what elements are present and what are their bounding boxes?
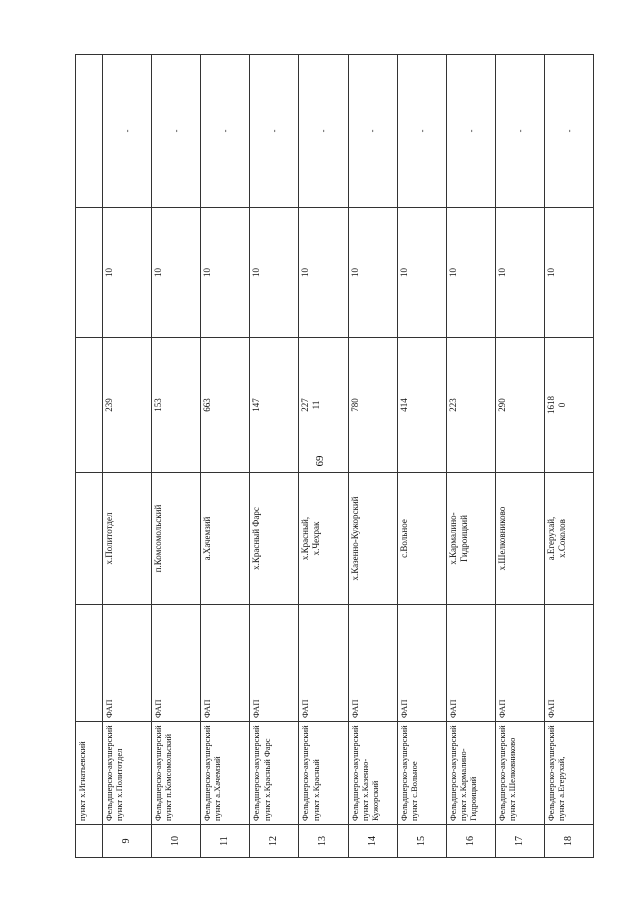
- cell-distance: 10: [152, 208, 201, 338]
- cell-location: х.Политотдел: [103, 473, 152, 605]
- cell-population: 663: [201, 338, 250, 473]
- cell-name: Фельдшерско-акушерский пункт х.Красный: [299, 722, 348, 825]
- cell-distance: 10: [397, 208, 446, 338]
- cell-num: [76, 825, 103, 858]
- cell-distance: 10: [446, 208, 495, 338]
- cell-location: х.Красный, х.Чехрак: [299, 473, 348, 605]
- cell-num: 12: [250, 825, 299, 858]
- table-row: [495, 55, 544, 858]
- cell-extra: -: [348, 55, 397, 208]
- cell-distance: 10: [495, 208, 544, 338]
- cell-location: п.Комсомольский: [152, 473, 201, 605]
- cell-name: Фельдшерско-акушерский пункт с.Вольное: [397, 722, 446, 825]
- cell-population: 227 11: [299, 338, 348, 473]
- page-number: 69: [314, 455, 326, 467]
- cell-location: а.Егерухай, х.Соколов: [544, 473, 593, 605]
- cell-extra: -: [544, 55, 593, 208]
- cell-population: 239: [103, 338, 152, 473]
- cell-name: Фельдшерско-акушерский пункт а.Хачемзий: [201, 722, 250, 825]
- cell-location: х.Шелковниково: [495, 473, 544, 605]
- cell-num: 14: [348, 825, 397, 858]
- cell-type: ФАП: [397, 605, 446, 722]
- cell-type: ФАП: [201, 605, 250, 722]
- cell-extra: -: [299, 55, 348, 208]
- cell-extra: -: [397, 55, 446, 208]
- cell-type: ФАП: [152, 605, 201, 722]
- cell-type: ФАП: [250, 605, 299, 722]
- cell-distance: 10: [348, 208, 397, 338]
- table-row: [201, 55, 250, 858]
- table-row: [544, 55, 593, 858]
- cell-name: Фельдшерско-акушерский пункт х.Красный Фарс: [250, 722, 299, 825]
- cell-type: ФАП: [495, 605, 544, 722]
- cell-name: Фельдшерско-акушерский пункт х.Казенно-Кужорский: [348, 722, 397, 825]
- cell-distance: 10: [103, 208, 152, 338]
- cell-name: Фельдшерско-акушерский пункт х.Шелковниково: [495, 722, 544, 825]
- cell-extra: -: [201, 55, 250, 208]
- table-row: [446, 55, 495, 858]
- cell-num: 11: [201, 825, 250, 858]
- facility-table: [75, 54, 594, 858]
- cell-population: 1618 0: [544, 338, 593, 473]
- cell-type: ФАП: [348, 605, 397, 722]
- cell-population: 223: [446, 338, 495, 473]
- cell-num: 17: [495, 825, 544, 858]
- cell-name: пункт х.Игнатьевский: [76, 722, 103, 825]
- cell-type: ФАП: [103, 605, 152, 722]
- cell-type: ФАП: [299, 605, 348, 722]
- cell-name: Фельдшерско-акушерский пункт а.Егерухай,: [544, 722, 593, 825]
- cell-num: 15: [397, 825, 446, 858]
- table-row: [397, 55, 446, 858]
- cell-location: а.Хачемзий: [201, 473, 250, 605]
- cell-population: 153: [152, 338, 201, 473]
- cell-num: 18: [544, 825, 593, 858]
- cell-extra: -: [446, 55, 495, 208]
- cell-population: 780: [348, 338, 397, 473]
- table-row: [299, 55, 348, 858]
- cell-num: 16: [446, 825, 495, 858]
- cell-name: Фельдшерско-акушерский пункт х.Кармалино-Гидроицкий: [446, 722, 495, 825]
- table-row: [348, 55, 397, 858]
- table-wrapper: [75, 55, 594, 858]
- cell-extra: -: [250, 55, 299, 208]
- cell-distance: 10: [544, 208, 593, 338]
- table-row-continuation: [76, 55, 103, 858]
- cell-distance: 10: [201, 208, 250, 338]
- cell-name: Фельдшерско-акушерский пункт х.Политотдел: [103, 722, 152, 825]
- cell-population: 414: [397, 338, 446, 473]
- cell-distance: 10: [250, 208, 299, 338]
- table-row: [250, 55, 299, 858]
- cell-distance: 10: [299, 208, 348, 338]
- cell-location: х.Казенно-Кужорский: [348, 473, 397, 605]
- cell-location: х.Красный Фарс: [250, 473, 299, 605]
- cell-population: 147: [250, 338, 299, 473]
- cell-location: с.Вольное: [397, 473, 446, 605]
- cell-extra: -: [103, 55, 152, 208]
- cell-type: ФАП: [446, 605, 495, 722]
- cell-num: 13: [299, 825, 348, 858]
- cell-extra: -: [495, 55, 544, 208]
- cell-num: 9: [103, 825, 152, 858]
- cell-extra: -: [152, 55, 201, 208]
- table-row: [103, 55, 152, 858]
- cell-population: 290: [495, 338, 544, 473]
- table-row: [152, 55, 201, 858]
- cell-name: Фельдшерско-акушерский пункт п.Комсомольский: [152, 722, 201, 825]
- cell-location: х.Кармалино- Гидроицкий: [446, 473, 495, 605]
- cell-num: 10: [152, 825, 201, 858]
- cell-type: ФАП: [544, 605, 593, 722]
